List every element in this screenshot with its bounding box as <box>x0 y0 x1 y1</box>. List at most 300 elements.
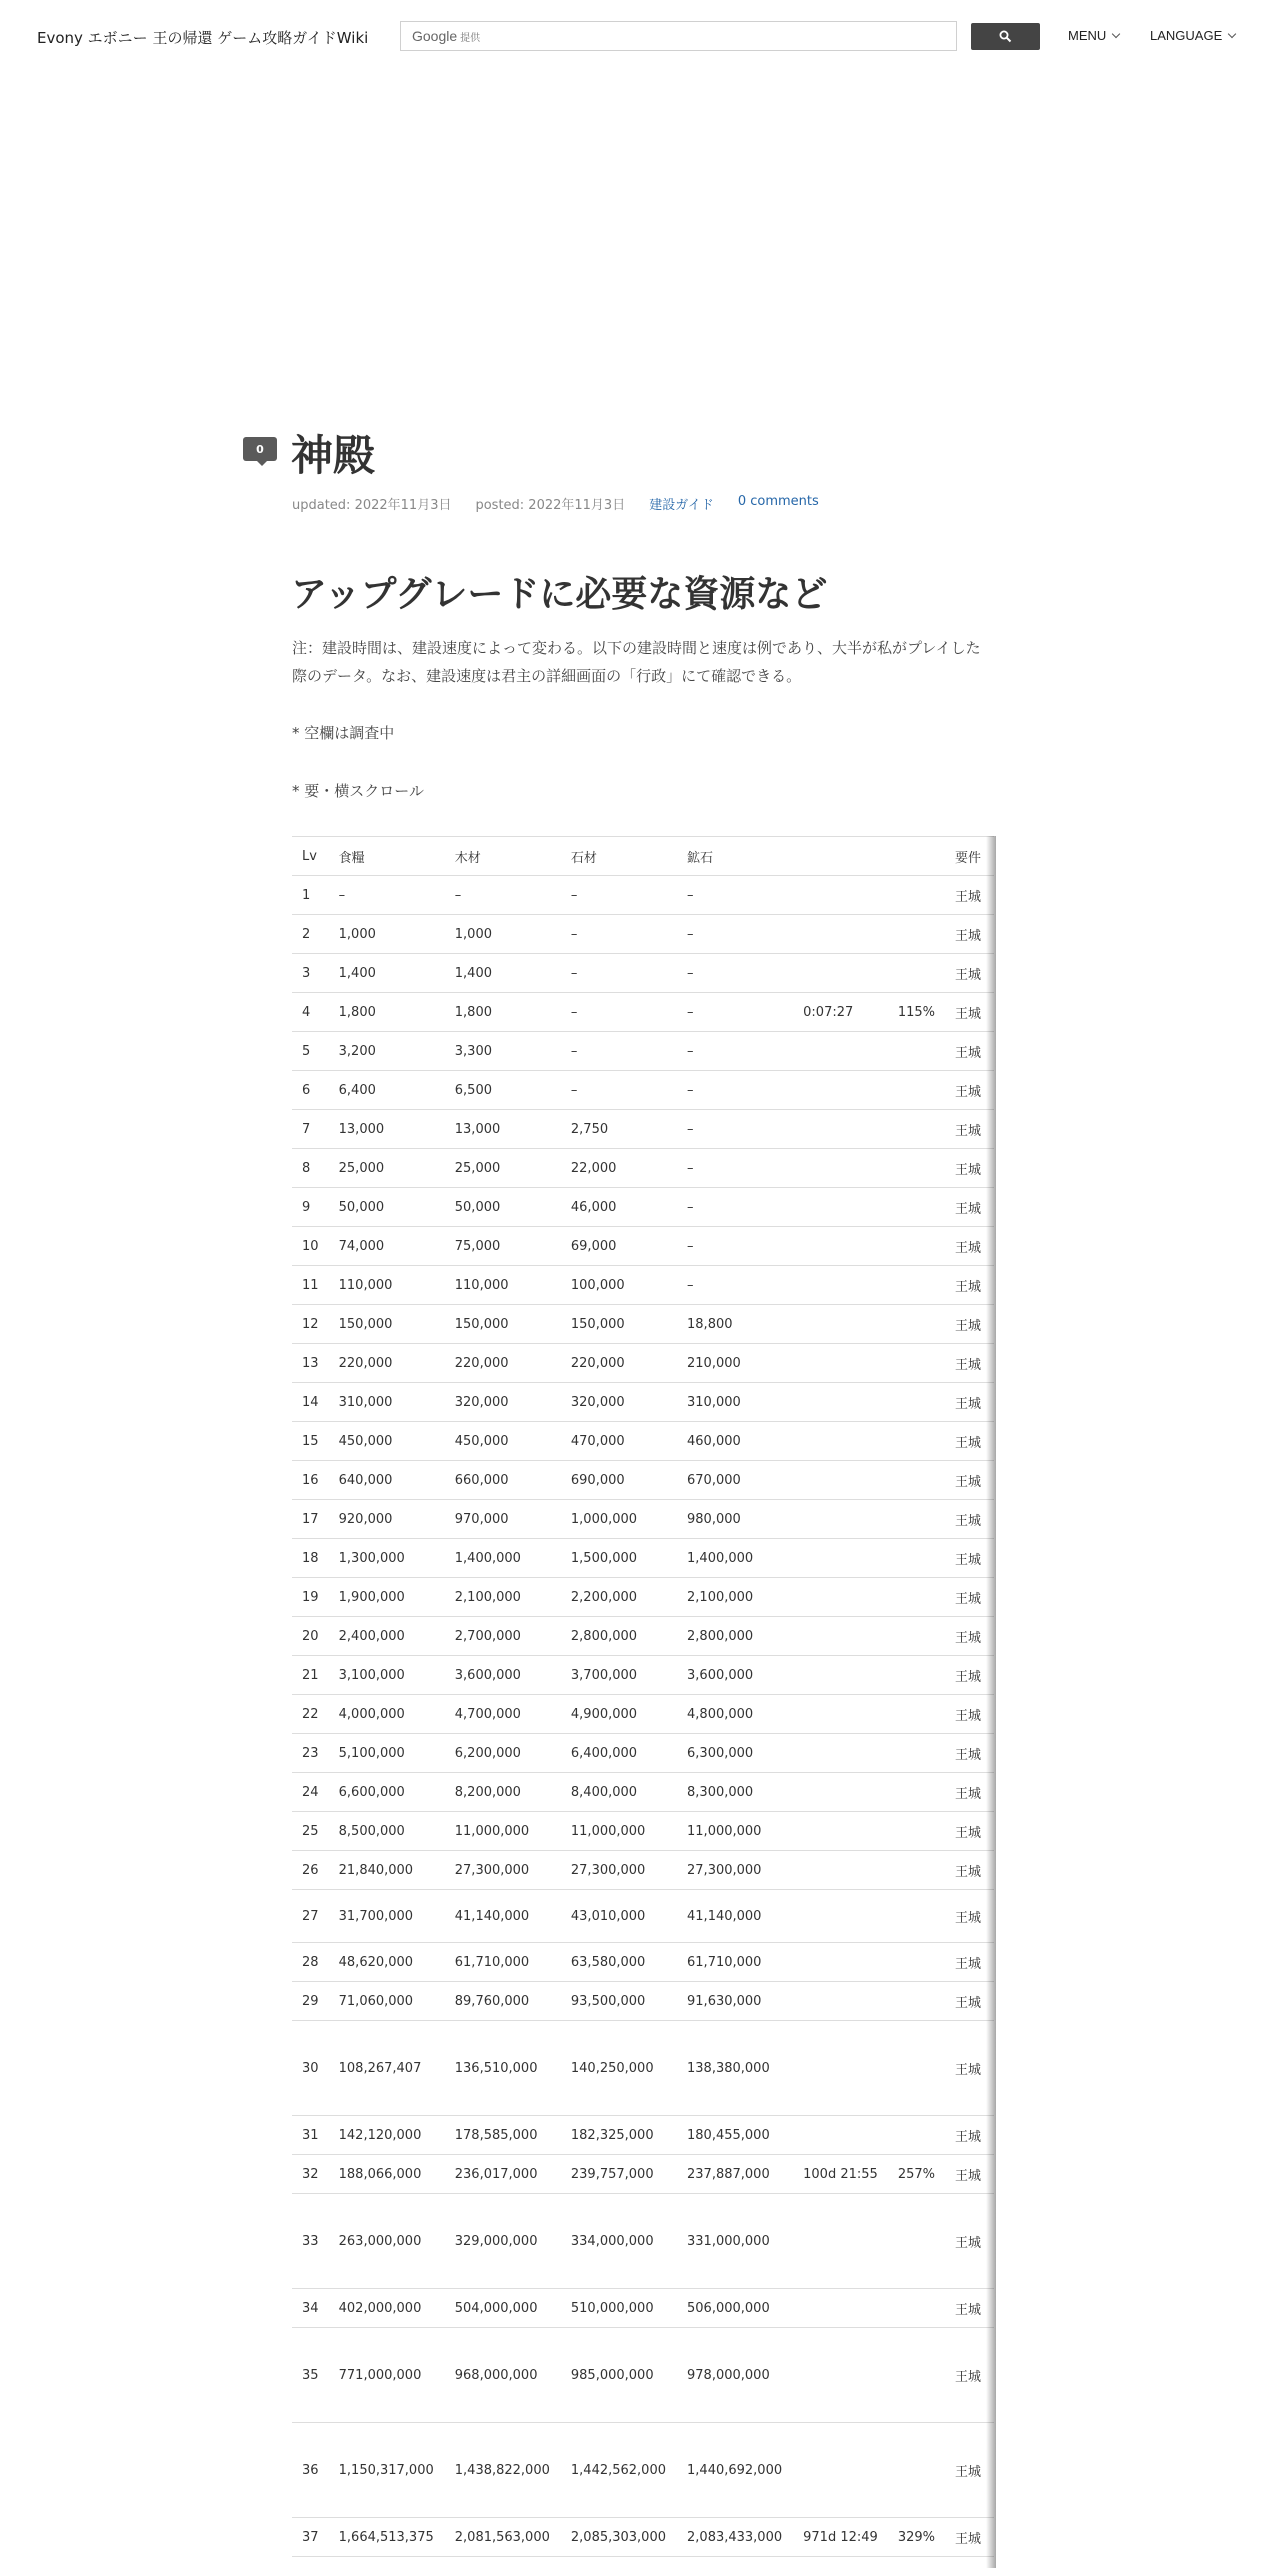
cell-speed <box>888 1305 945 1344</box>
cell-wood: 660,000 <box>445 1461 561 1500</box>
cell-wood: 178,585,000 <box>445 2116 561 2155</box>
table-body <box>292 876 994 2557</box>
cell-stone: 2,800,000 <box>561 1617 677 1656</box>
cell-stone: 470,000 <box>561 1422 677 1461</box>
cell-lv: 14 <box>292 1383 329 1422</box>
table-row <box>292 954 994 993</box>
search-icon <box>999 30 1012 43</box>
cell-lv: 8 <box>292 1149 329 1188</box>
cell-lv: 19 <box>292 1578 329 1617</box>
cell-food: 1,300,000 <box>329 1539 445 1578</box>
cell-food: 6,600,000 <box>329 1773 445 1812</box>
cell-stone: 182,325,000 <box>561 2116 677 2155</box>
cell-wood: 2,700,000 <box>445 1617 561 1656</box>
cell-ore: 2,100,000 <box>677 1578 793 1617</box>
cell-lv: 18 <box>292 1539 329 1578</box>
cell-lv: 21 <box>292 1656 329 1695</box>
cell-food: 1,150,317,000 <box>329 2423 445 2518</box>
cell-wood: 970,000 <box>445 1500 561 1539</box>
table-header-row <box>292 837 994 876</box>
cell-requirement: 王城 <box>945 1982 994 2021</box>
cell-requirement: 王城 <box>945 1500 994 1539</box>
cell-time <box>793 1578 888 1617</box>
cell-food: 6,400 <box>329 1071 445 1110</box>
table-row <box>292 1149 994 1188</box>
cell-stone: 69,000 <box>561 1227 677 1266</box>
cell-lv: 7 <box>292 1110 329 1149</box>
cell-time <box>793 915 888 954</box>
cell-ore: 2,083,433,000 <box>677 2518 793 2557</box>
cell-speed <box>888 1578 945 1617</box>
cell-wood: 1,400,000 <box>445 1539 561 1578</box>
cell-speed <box>888 1890 945 1943</box>
menu-label: MENU <box>1068 28 1107 43</box>
cell-requirement: 王城 <box>945 915 994 954</box>
cell-food: 108,267,407 <box>329 2021 445 2116</box>
cell-stone: – <box>561 954 677 993</box>
cell-time <box>793 1305 888 1344</box>
cell-requirement: 王城 <box>945 1539 994 1578</box>
cell-requirement: 王城 <box>945 1812 994 1851</box>
google-branding <box>412 28 480 44</box>
cell-speed <box>888 1982 945 2021</box>
category-link[interactable]: 建設ガイド <box>649 498 714 513</box>
cell-stone: 2,085,303,000 <box>561 2518 677 2557</box>
cell-speed <box>888 1695 945 1734</box>
cell-time: 100d 21:55 <box>793 2155 888 2194</box>
cell-time <box>793 1617 888 1656</box>
cell-requirement: 王城 <box>945 1149 994 1188</box>
cell-time <box>793 1656 888 1695</box>
cell-speed: 257% <box>888 2155 945 2194</box>
cell-speed <box>888 1227 945 1266</box>
cell-stone: 11,000,000 <box>561 1812 677 1851</box>
cell-requirement: 王城 <box>945 1656 994 1695</box>
cell-lv: 25 <box>292 1812 329 1851</box>
resource-table-scroll[interactable] <box>292 836 994 2568</box>
table-row <box>292 1812 994 1851</box>
cell-requirement: 王城 <box>945 1422 994 1461</box>
cell-food: 5,100,000 <box>329 1734 445 1773</box>
cell-lv: 31 <box>292 2116 329 2155</box>
table-row <box>292 1578 994 1617</box>
table-row <box>292 876 994 915</box>
comment-count-badge[interactable]: 0 <box>243 437 277 461</box>
cell-food: 263,000,000 <box>329 2194 445 2289</box>
chevron-down-icon <box>1228 30 1236 38</box>
cell-wood: 13,000 <box>445 1110 561 1149</box>
cell-requirement: 王城 <box>945 954 994 993</box>
language-label: LANGUAGE <box>1150 28 1223 43</box>
cell-lv: 24 <box>292 1773 329 1812</box>
cell-time <box>793 2328 888 2423</box>
cell-food: 71,060,000 <box>329 1982 445 2021</box>
cell-wood: 150,000 <box>445 1305 561 1344</box>
cell-time <box>793 954 888 993</box>
cell-speed <box>888 2116 945 2155</box>
cell-food: 21,840,000 <box>329 1851 445 1890</box>
post-meta <box>292 494 819 513</box>
table-row <box>292 2021 994 2116</box>
cell-food: 3,100,000 <box>329 1656 445 1695</box>
cell-speed <box>888 1383 945 1422</box>
cell-stone: – <box>561 1071 677 1110</box>
cell-speed <box>888 1500 945 1539</box>
cell-time <box>793 1890 888 1943</box>
table-row <box>292 2116 994 2155</box>
table-row <box>292 1110 994 1149</box>
cell-requirement: 王城 <box>945 1773 994 1812</box>
cell-lv: 26 <box>292 1851 329 1890</box>
cell-lv: 34 <box>292 2289 329 2328</box>
cell-lv: 27 <box>292 1890 329 1943</box>
cell-speed <box>888 1851 945 1890</box>
table-row <box>292 2423 994 2518</box>
cell-lv: 9 <box>292 1188 329 1227</box>
cell-stone: 22,000 <box>561 1149 677 1188</box>
cell-wood: 450,000 <box>445 1422 561 1461</box>
cell-stone: 510,000,000 <box>561 2289 677 2328</box>
cell-food: 2,400,000 <box>329 1617 445 1656</box>
cell-ore: 8,300,000 <box>677 1773 793 1812</box>
blank-cells-note: * 空欄は調査中 <box>292 724 395 742</box>
cell-stone: 220,000 <box>561 1344 677 1383</box>
table-row <box>292 1305 994 1344</box>
cell-time <box>793 1032 888 1071</box>
cell-stone: 140,250,000 <box>561 2021 677 2116</box>
cell-wood: 320,000 <box>445 1383 561 1422</box>
cell-requirement: 王城 <box>945 1266 994 1305</box>
cell-requirement: 王城 <box>945 1071 994 1110</box>
cell-requirement: 王城 <box>945 1578 994 1617</box>
scroll-note: * 要・横スクロール <box>292 782 424 800</box>
cell-requirement: 王城 <box>945 2289 994 2328</box>
cell-time <box>793 1149 888 1188</box>
cell-ore: 138,380,000 <box>677 2021 793 2116</box>
cell-time <box>793 1500 888 1539</box>
cell-wood: 75,000 <box>445 1227 561 1266</box>
cell-stone: 334,000,000 <box>561 2194 677 2289</box>
cell-speed <box>888 1812 945 1851</box>
cell-requirement: 王城 <box>945 876 994 915</box>
scroll-shadow <box>986 836 996 2568</box>
cell-time <box>793 2021 888 2116</box>
resource-table <box>292 836 994 2557</box>
cell-ore: 980,000 <box>677 1500 793 1539</box>
cell-time <box>793 1344 888 1383</box>
header-stone: 石材 <box>561 837 677 876</box>
cell-ore: 210,000 <box>677 1344 793 1383</box>
cell-time <box>793 1383 888 1422</box>
cell-stone: 150,000 <box>561 1305 677 1344</box>
cell-stone: 1,000,000 <box>561 1500 677 1539</box>
header-wood: 木材 <box>445 837 561 876</box>
cell-wood: 41,140,000 <box>445 1890 561 1943</box>
cell-speed <box>888 2021 945 2116</box>
cell-ore: 2,800,000 <box>677 1617 793 1656</box>
cell-lv: 30 <box>292 2021 329 2116</box>
cell-ore: 41,140,000 <box>677 1890 793 1943</box>
header-time <box>793 837 888 876</box>
cell-lv: 17 <box>292 1500 329 1539</box>
cell-stone: – <box>561 876 677 915</box>
cell-wood: 2,081,563,000 <box>445 2518 561 2557</box>
cell-wood: 11,000,000 <box>445 1812 561 1851</box>
cell-requirement: 王城 <box>945 1461 994 1500</box>
cell-time <box>793 1943 888 1982</box>
cell-ore: 180,455,000 <box>677 2116 793 2155</box>
cell-stone: 27,300,000 <box>561 1851 677 1890</box>
google-logo-text: Google <box>412 28 458 44</box>
table-row <box>292 1461 994 1500</box>
menu-button[interactable] <box>1068 28 1119 43</box>
cell-stone: 1,500,000 <box>561 1539 677 1578</box>
table-row <box>292 915 994 954</box>
cell-wood: 25,000 <box>445 1149 561 1188</box>
cell-wood: 6,200,000 <box>445 1734 561 1773</box>
cell-speed <box>888 2423 945 2518</box>
table-row <box>292 1982 994 2021</box>
cell-lv: 12 <box>292 1305 329 1344</box>
cell-ore: 11,000,000 <box>677 1812 793 1851</box>
cell-speed <box>888 1344 945 1383</box>
cell-stone: 46,000 <box>561 1188 677 1227</box>
cell-requirement: 王城 <box>945 2518 994 2557</box>
cell-time <box>793 1982 888 2021</box>
cell-stone: 93,500,000 <box>561 1982 677 2021</box>
cell-ore: – <box>677 876 793 915</box>
cell-lv: 28 <box>292 1943 329 1982</box>
cell-wood: – <box>445 876 561 915</box>
comments-link[interactable]: 0 comments <box>737 494 819 509</box>
cell-requirement: 王城 <box>945 1617 994 1656</box>
cell-food: 640,000 <box>329 1461 445 1500</box>
cell-wood: 8,200,000 <box>445 1773 561 1812</box>
cell-ore: 91,630,000 <box>677 1982 793 2021</box>
cell-speed <box>888 1943 945 1982</box>
cell-lv: 2 <box>292 915 329 954</box>
cell-ore: – <box>677 1266 793 1305</box>
cell-wood: 3,600,000 <box>445 1656 561 1695</box>
cell-requirement: 王城 <box>945 2423 994 2518</box>
cell-speed <box>888 1422 945 1461</box>
cell-time <box>793 1812 888 1851</box>
cell-ore: 506,000,000 <box>677 2289 793 2328</box>
cell-food: 142,120,000 <box>329 2116 445 2155</box>
table-row <box>292 1383 994 1422</box>
cell-ore: – <box>677 993 793 1032</box>
cell-ore: 310,000 <box>677 1383 793 1422</box>
cell-time <box>793 2116 888 2155</box>
table-row <box>292 1032 994 1071</box>
cell-requirement: 王城 <box>945 1305 994 1344</box>
cell-requirement: 王城 <box>945 1734 994 1773</box>
cell-ore: – <box>677 1032 793 1071</box>
cell-time <box>793 1695 888 1734</box>
cell-speed <box>888 1656 945 1695</box>
cell-wood: 89,760,000 <box>445 1982 561 2021</box>
cell-requirement: 王城 <box>945 1032 994 1071</box>
cell-lv: 29 <box>292 1982 329 2021</box>
table-row <box>292 1422 994 1461</box>
cell-wood: 2,100,000 <box>445 1578 561 1617</box>
cell-speed <box>888 2194 945 2289</box>
cell-ore: 6,300,000 <box>677 1734 793 1773</box>
google-provided-label: 提供 <box>460 33 481 44</box>
cell-food: 1,000 <box>329 915 445 954</box>
cell-wood: 220,000 <box>445 1344 561 1383</box>
site-title[interactable]: Evony エボニー 王の帰還 ゲーム攻略ガイドWiki <box>37 29 369 47</box>
cell-lv: 20 <box>292 1617 329 1656</box>
cell-requirement: 王城 <box>945 2194 994 2289</box>
cell-food: 150,000 <box>329 1305 445 1344</box>
cell-food: 110,000 <box>329 1266 445 1305</box>
table-row <box>292 2194 994 2289</box>
table-row <box>292 1943 994 1982</box>
cell-speed <box>888 1539 945 1578</box>
cell-food: – <box>329 876 445 915</box>
cell-time <box>793 1227 888 1266</box>
cell-wood: 110,000 <box>445 1266 561 1305</box>
cell-food: 13,000 <box>329 1110 445 1149</box>
cell-speed <box>888 1461 945 1500</box>
table-row <box>292 2155 994 2194</box>
cell-lv: 37 <box>292 2518 329 2557</box>
cell-wood: 968,000,000 <box>445 2328 561 2423</box>
search-input[interactable] <box>400 21 957 51</box>
build-time-note: 注：建設時間は、建設速度によって変わる。以下の建設時間と速度は例であり、大半が私がプレイした際のデータ。なお、建設速度は君主の詳細画面の「行政」にて確認できる。 <box>292 639 981 685</box>
search-button[interactable] <box>971 23 1040 50</box>
cell-requirement: 王城 <box>945 1110 994 1149</box>
cell-ore: – <box>677 915 793 954</box>
cell-food: 48,620,000 <box>329 1943 445 1982</box>
cell-ore: 237,887,000 <box>677 2155 793 2194</box>
cell-stone: 2,750 <box>561 1110 677 1149</box>
cell-wood: 1,400 <box>445 954 561 993</box>
cell-stone: – <box>561 1032 677 1071</box>
cell-requirement: 王城 <box>945 2155 994 2194</box>
header-food: 食糧 <box>329 837 445 876</box>
cell-food: 310,000 <box>329 1383 445 1422</box>
cell-requirement: 王城 <box>945 1943 994 1982</box>
table-row <box>292 2328 994 2423</box>
cell-requirement: 王城 <box>945 1344 994 1383</box>
cell-food: 3,200 <box>329 1032 445 1071</box>
cell-wood: 3,300 <box>445 1032 561 1071</box>
cell-speed <box>888 1266 945 1305</box>
cell-food: 1,400 <box>329 954 445 993</box>
cell-wood: 504,000,000 <box>445 2289 561 2328</box>
cell-food: 1,664,513,375 <box>329 2518 445 2557</box>
language-button[interactable] <box>1150 28 1235 43</box>
cell-speed <box>888 1032 945 1071</box>
cell-ore: 4,800,000 <box>677 1695 793 1734</box>
cell-ore: 460,000 <box>677 1422 793 1461</box>
cell-ore: 3,600,000 <box>677 1656 793 1695</box>
table-row <box>292 1656 994 1695</box>
cell-food: 8,500,000 <box>329 1812 445 1851</box>
cell-speed <box>888 1188 945 1227</box>
cell-stone: 2,200,000 <box>561 1578 677 1617</box>
cell-lv: 6 <box>292 1071 329 1110</box>
cell-wood: 1,000 <box>445 915 561 954</box>
posted-date: posted: 2022年11月3日 <box>475 498 626 513</box>
cell-food: 1,800 <box>329 993 445 1032</box>
cell-lv: 3 <box>292 954 329 993</box>
cell-lv: 33 <box>292 2194 329 2289</box>
cell-ore: – <box>677 954 793 993</box>
cell-requirement: 王城 <box>945 1890 994 1943</box>
cell-lv: 35 <box>292 2328 329 2423</box>
cell-time <box>793 1188 888 1227</box>
cell-ore: 1,440,692,000 <box>677 2423 793 2518</box>
table-row <box>292 1344 994 1383</box>
cell-speed <box>888 954 945 993</box>
cell-ore: 1,400,000 <box>677 1539 793 1578</box>
cell-lv: 4 <box>292 993 329 1032</box>
cell-wood: 27,300,000 <box>445 1851 561 1890</box>
cell-lv: 22 <box>292 1695 329 1734</box>
cell-food: 25,000 <box>329 1149 445 1188</box>
cell-food: 74,000 <box>329 1227 445 1266</box>
cell-ore: 670,000 <box>677 1461 793 1500</box>
cell-food: 402,000,000 <box>329 2289 445 2328</box>
cell-stone: 8,400,000 <box>561 1773 677 1812</box>
cell-stone: 239,757,000 <box>561 2155 677 2194</box>
cell-speed <box>888 2328 945 2423</box>
cell-lv: 5 <box>292 1032 329 1071</box>
cell-ore: – <box>677 1149 793 1188</box>
table-row <box>292 1773 994 1812</box>
cell-lv: 23 <box>292 1734 329 1773</box>
cell-food: 31,700,000 <box>329 1890 445 1943</box>
cell-time <box>793 2423 888 2518</box>
cell-time <box>793 1773 888 1812</box>
cell-lv: 16 <box>292 1461 329 1500</box>
cell-time <box>793 2194 888 2289</box>
cell-ore: 18,800 <box>677 1305 793 1344</box>
cell-stone: 3,700,000 <box>561 1656 677 1695</box>
cell-time <box>793 1734 888 1773</box>
cell-requirement: 王城 <box>945 1227 994 1266</box>
cell-speed <box>888 1071 945 1110</box>
cell-time <box>793 1461 888 1500</box>
cell-speed <box>888 2289 945 2328</box>
cell-time <box>793 1071 888 1110</box>
table-row <box>292 1734 994 1773</box>
cell-lv: 11 <box>292 1266 329 1305</box>
cell-food: 920,000 <box>329 1500 445 1539</box>
cell-requirement: 王城 <box>945 1383 994 1422</box>
cell-wood: 6,500 <box>445 1071 561 1110</box>
cell-time <box>793 1851 888 1890</box>
cell-lv: 36 <box>292 2423 329 2518</box>
cell-wood: 329,000,000 <box>445 2194 561 2289</box>
cell-speed <box>888 876 945 915</box>
cell-time <box>793 876 888 915</box>
cell-speed <box>888 1734 945 1773</box>
cell-lv: 13 <box>292 1344 329 1383</box>
cell-speed <box>888 1773 945 1812</box>
table-row <box>292 1500 994 1539</box>
cell-lv: 1 <box>292 876 329 915</box>
page-title: 神殿 <box>291 431 376 480</box>
cell-stone: 985,000,000 <box>561 2328 677 2423</box>
cell-ore: 27,300,000 <box>677 1851 793 1890</box>
table-row <box>292 2289 994 2328</box>
cell-stone: 1,442,562,000 <box>561 2423 677 2518</box>
table-row <box>292 1695 994 1734</box>
